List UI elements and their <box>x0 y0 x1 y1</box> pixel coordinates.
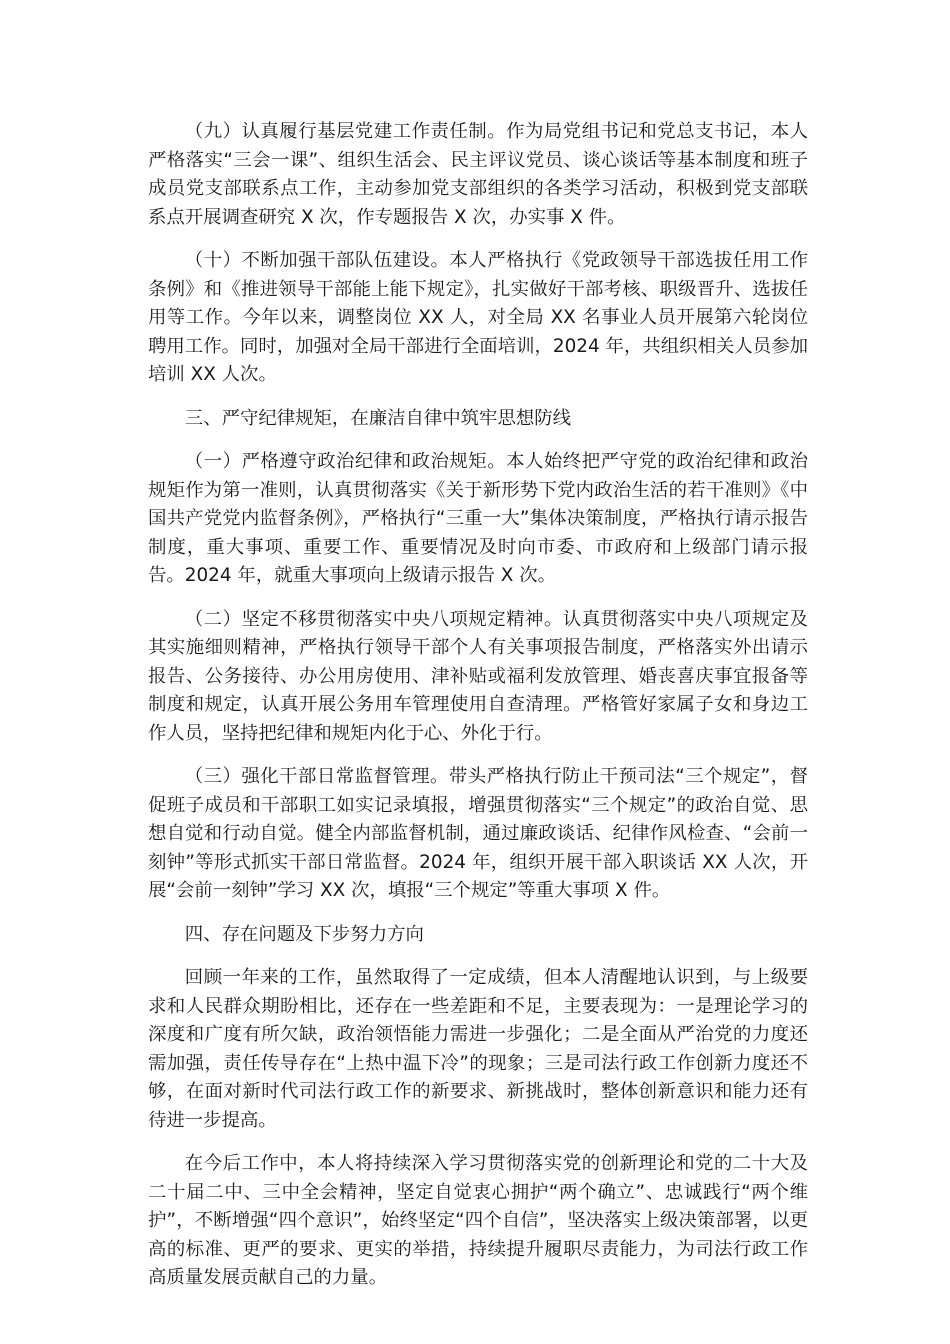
paragraph-eight-regulations: （二）坚定不移贯彻落实中央八项规定精神。认真贯彻落实中央八项规定及其实施细则精神，严格执行领导干部个人有关事项报告制度，严格落实外出请示报告、公务接待、办公用房使用、津补贴或福利发放管理、婚丧喜庆事宜报备等制度和规定，认真开展公务用车管理使用自查清理。严格管好家属子女和身边工作人员，坚持把纪律和规矩内化于心、外化于行。 <box>148 608 808 744</box>
paragraph-cadre-team-building: （十）不断加强干部队伍建设。本人严格执行《党政领导干部选拔任用工作条例》和《推进领导干部能上能下规定》，扎实做好干部考核、职级晋升、选拔任用等工作。今年以来，调整岗位 XX 人，对全局 XX 名事业人员开展第六轮岗位聘用工作。同时，加强对全局干部进行全面培训，2024 年，共组织相关人员参加培训 XX 人次。 <box>148 250 808 385</box>
paragraph-party-building-responsibility: （九）认真履行基层党建工作责任制。作为局党组书记和党总支书记，本人严格落实“三会一课”、组织生活会、民主评议党员、谈心谈话等基本制度和班子成员党支部联系点工作，主动参加党支部组织的各类学习活动，积极到党支部联系点开展调查研究 X 次，作专题报告 X 次，办实事 X 件。 <box>148 121 808 228</box>
document-page <box>148 118 808 1308</box>
paragraph-future-direction: 在今后工作中，本人将持续深入学习贯彻落实党的创新理论和党的二十大及二十届二中、三中全会精神，坚定自觉衷心拥护“两个确立”、忠诚践行“两个维护”，不断增强“四个意识”，始终坚定“四个自信”，坚决落实上级决策部署，以更高的标准、更严的要求、更实的举措，持续提升履职尽责能力，为司法行政工作高质量发展贡献自己的力量。 <box>148 1153 808 1288</box>
section-heading-problems: 四、存在问题及下步努力方向 <box>184 923 424 945</box>
paragraph-review-problems: 回顾一年来的工作，虽然取得了一定成绩，但本人清醒地认识到，与上级要求和人民群众期盼相比，还存在一些差距和不足，主要表现为：一是理论学习的深度和广度有所欠缺，政治领悟能力需进一步强化；二是全面从严治党的力度还需加强，责任传导存在“上热中温下冷”的现象；三是司法行政工作创新力度还不够，在面对新时代司法行政工作的新要求、新挑战时，整体创新意识和能力还有待进一步提高。 <box>148 967 808 1131</box>
paragraph-political-discipline: （一）严格遵守政治纪律和政治规矩。本人始终把严守党的政治纪律和政治规矩作为第一准则，认真贯彻落实《关于新形势下党内政治生活的若干准则》《中国共产党党内监督条例》，严格执行“三重一大”集体决策制度，严格执行请示报告制度，重大事项、重要工作、重要情况及时向市委、市政府和上级部门请示报告。2024 年，就重大事项向上级请示报告 X 次。 <box>148 451 808 586</box>
section-heading-discipline: 三、严守纪律规矩，在廉洁自律中筑牢思想防线 <box>184 407 572 429</box>
paragraph-daily-supervision: （三）强化干部日常监督管理。带头严格执行防止干预司法“三个规定”，督促班子成员和干部职工如实记录填报，增强贯彻落实“三个规定”的政治自觉、思想自觉和行动自觉。健全内部监督机制，通过廉政谈话、纪律作风检查、“会前一刻钟”等形式抓实干部日常监督。2024 年，组织开展干部入职谈话 XX 人次，开展“会前一刻钟”学习 XX 次，填报“三个规定”等重大事项 X 件。 <box>148 766 808 901</box>
